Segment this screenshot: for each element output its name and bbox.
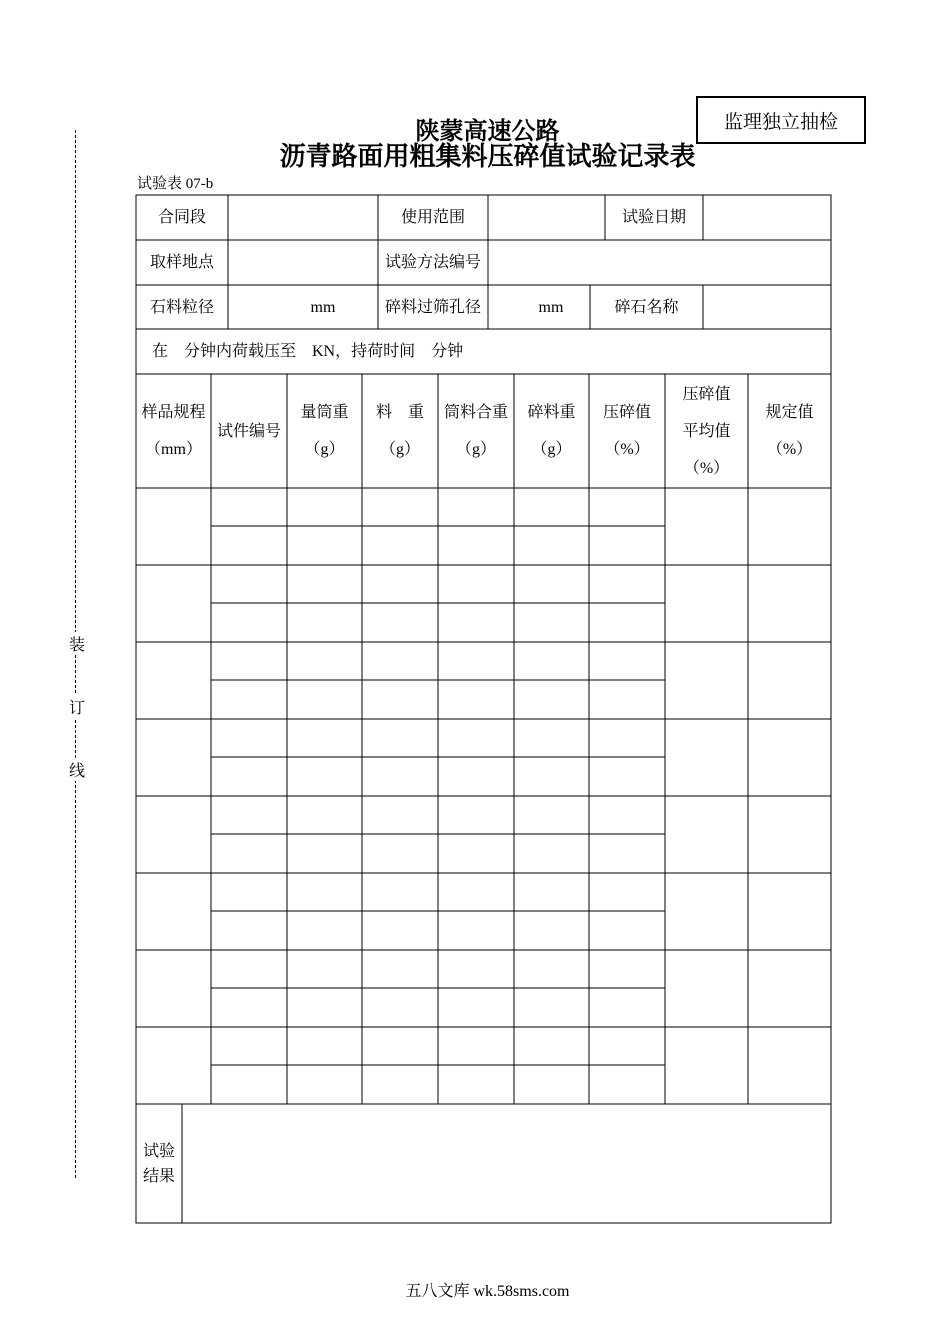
result-label-line: 试验 <box>142 1142 175 1160</box>
contract-section-label: 合同段 <box>157 209 206 226</box>
test-result-label <box>136 1104 182 1223</box>
usage-range-value[interactable] <box>488 195 605 240</box>
col-header-line: 压碎值 <box>602 404 651 421</box>
col-header-unit: （g） <box>304 441 345 458</box>
col-header-line: 平均值 <box>682 422 731 440</box>
test-method-value[interactable] <box>488 240 831 285</box>
col-header-unit: （mm） <box>145 441 202 458</box>
col-header-line: 碎料重 <box>527 404 576 421</box>
stone-size-label: 石料粒径 <box>149 298 214 316</box>
test-date-label: 试验日期 <box>621 209 686 226</box>
sieve-size-unit: mm <box>538 298 564 316</box>
col-header-line: 料 重 <box>375 404 424 421</box>
sieve-size-label: 碎料过筛孔径 <box>384 298 481 316</box>
project-name: 陕蒙高速公路 <box>415 117 560 145</box>
usage-range-label: 使用范围 <box>400 209 465 226</box>
col-header-line: 规定值 <box>765 404 814 421</box>
col-header-unit: （g） <box>455 441 496 458</box>
col-header-line: 压碎值 <box>682 385 731 403</box>
result-label-line: 结果 <box>142 1167 175 1185</box>
footer-watermark: 五八文库 wk.58sms.com <box>405 1283 570 1300</box>
test-date-value[interactable] <box>703 195 831 240</box>
supervision-stamp-box: 监理独立抽检 <box>696 96 866 144</box>
stone-name-value[interactable] <box>703 285 831 329</box>
col-header-sample-spec <box>136 374 211 488</box>
col-header-specified-value <box>748 374 831 488</box>
stone-size-unit: mm <box>310 298 336 316</box>
col-header-line: 筒料合重 <box>443 404 508 421</box>
col-header-line: 试件编号 <box>216 422 281 440</box>
col-header-cylinder-weight <box>287 374 362 488</box>
col-header-line: 样品规程 <box>141 404 206 421</box>
binding-char-1: 装 <box>68 632 86 655</box>
col-header-unit: （%） <box>683 459 730 477</box>
binding-char-2: 订 <box>68 695 86 718</box>
col-header-unit: （%） <box>766 441 813 458</box>
test-method-label: 试验方法编号 <box>384 254 481 271</box>
form-number: 试验表 07-b <box>137 176 214 192</box>
col-header-specimen-no <box>211 374 287 488</box>
stone-name-label: 碎石名称 <box>614 298 679 316</box>
col-header-crushing-average <box>665 374 748 488</box>
form-title: 沥青路面用粗集料压碎值试验记录表 <box>279 142 696 172</box>
col-header-crushed-weight <box>514 374 589 488</box>
binding-char-3: 线 <box>68 758 86 781</box>
col-header-line: 量筒重 <box>300 404 349 421</box>
loading-condition-text: 在 分钟内荷载压至 KN，持荷时间 分钟 <box>152 343 464 360</box>
contract-section-value[interactable] <box>228 195 378 240</box>
col-header-combined-weight <box>438 374 514 488</box>
col-header-unit: （g） <box>379 441 420 458</box>
sampling-location-label: 取样地点 <box>149 254 214 271</box>
col-header-material-weight <box>362 374 438 488</box>
col-header-unit: （%） <box>604 441 650 458</box>
test-result-field[interactable] <box>182 1104 831 1223</box>
sampling-location-value[interactable] <box>228 240 378 285</box>
col-header-crushing-value <box>589 374 665 488</box>
col-header-unit: （g） <box>531 441 572 458</box>
